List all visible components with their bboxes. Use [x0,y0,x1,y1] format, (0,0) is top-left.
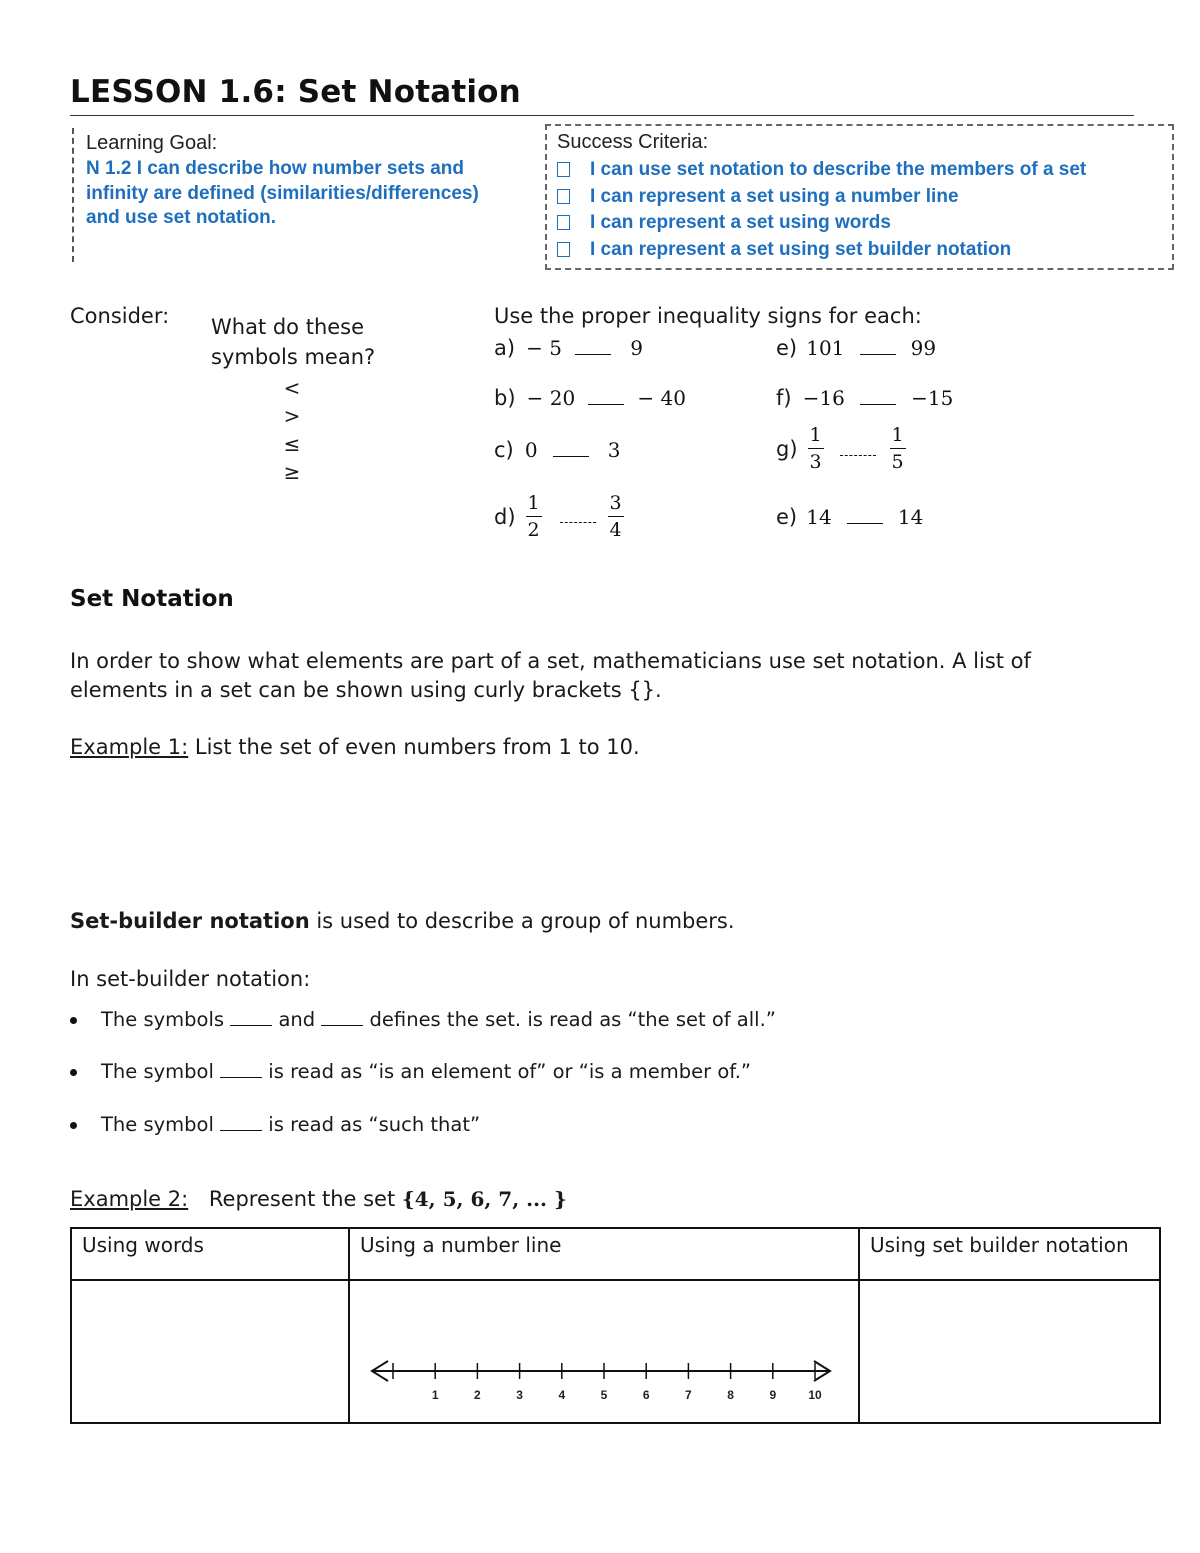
title-rule [70,115,1134,116]
answer-blank[interactable] [230,1025,272,1026]
bullet-icon [70,1122,77,1129]
number-line-label: 3 [516,1388,523,1402]
greater-equal-symbol: ≥ [283,460,301,484]
section-heading-set-notation: Set Notation [70,586,234,612]
set-builder-answer-cell[interactable] [859,1280,1160,1423]
bullet-icon [70,1069,77,1076]
greater-than-symbol: > [283,404,301,428]
checkbox-icon[interactable] [557,162,570,177]
number-line-label: 10 [808,1388,822,1402]
number-line-label: 8 [727,1388,734,1402]
number-line-label: 9 [769,1388,777,1402]
learning-goal-heading: Learning Goal: [86,132,218,154]
answer-blank[interactable] [847,523,883,524]
inequality-g: g) $\frac{1}{3}$ $\frac{1}{5}$ [776,424,904,473]
learning-goal-line: infinity are defined (similarities/differences) [86,182,479,204]
answer-blank[interactable] [860,404,896,405]
example-1-text: List the set of even numbers from 1 to 10. [188,735,640,759]
learning-goal-box [72,128,534,262]
col-number-line-header: Using a number line [349,1228,859,1280]
number-line-label: 5 [600,1388,608,1402]
bullet-item: The symbol is read as “such that” [70,1113,480,1136]
answer-blank[interactable] [560,522,596,523]
success-criteria-heading: Success Criteria: [557,131,709,153]
answer-blank[interactable] [220,1077,262,1078]
inequality-e2: e) 14 14 [776,505,924,529]
inequality-d: d) $\frac{1}{2}$ $\frac{3}{4}$ [494,492,622,541]
criteria-item: I can represent a set using a number line [557,184,1172,211]
col-set-builder-header: Using set builder notation [859,1228,1160,1280]
example-1 [70,733,1140,762]
inequality-f: f) −16 −15 [776,386,954,410]
words-answer-cell[interactable] [71,1280,349,1423]
criteria-item: I can use set notation to describe the members of a set [557,157,1172,184]
fraction: $\frac{1}{2}$ [527,492,540,541]
answer-blank[interactable] [553,456,589,457]
example-2-set: {4, 5, 6, 7, ... } [401,1187,567,1211]
answer-blank[interactable] [840,455,876,456]
fraction: $\frac{1}{5}$ [891,424,904,473]
page-title: LESSON 1.6: Set Notation [70,74,521,110]
learning-goal-text [86,157,534,231]
answer-blank[interactable] [575,354,611,355]
table-header-row [71,1228,1160,1280]
bullet-item: The symbol is read as “is an element of” or “is a member of.” [70,1060,751,1083]
inequality-c: c) 0 3 [494,438,621,462]
answer-blank[interactable] [220,1130,262,1131]
bullet-icon [70,1017,77,1024]
inequality-a: a) − 5 9 [494,336,643,360]
checkbox-icon[interactable] [557,242,570,257]
col-words-header: Using words [71,1228,349,1280]
number-line-cell[interactable] [349,1280,859,1423]
criteria-item: I can represent a set using words [557,210,1172,237]
answer-blank[interactable] [321,1025,363,1026]
set-builder-subintro: In set-builder notation: [70,967,311,991]
inequality-b: b) − 20 − 40 [494,386,686,410]
number-line-label: 1 [431,1388,439,1402]
checkbox-icon[interactable] [557,189,570,204]
checkbox-icon[interactable] [557,215,570,230]
number-line [366,1351,836,1411]
example-2: Example 2: Represent the set {4, 5, 6, 7, ... } [70,1187,567,1211]
answer-blank[interactable] [860,354,896,355]
number-line-label: 2 [474,1388,481,1402]
symbols-list [282,374,302,486]
less-than-symbol: < [283,376,301,400]
number-line-label: 6 [642,1388,650,1402]
number-line-label: 7 [685,1388,692,1402]
fraction: $\frac{3}{4}$ [609,492,622,541]
inequality-e: e) 101 99 [776,336,937,360]
success-criteria-box [545,124,1174,270]
fraction: $\frac{1}{3}$ [809,424,822,473]
bullet-item: The symbols and defines the set. is read as “the set of all.” [70,1008,776,1031]
consider-label: Consider: [70,304,170,328]
set-notation-paragraph: In order to show what elements are part of a set, mathematicians use set notation. A list of elements in a set can be shown using curly brackets {}. [70,649,1031,702]
learning-goal-line: and use set notation. [86,207,277,228]
inequality-instruction: Use the proper inequality signs for each: [494,304,922,328]
set-builder-intro: Set-builder notation is used to describe a group of numbers. [70,909,735,933]
table-body-row [71,1280,1160,1423]
consider-question: What do these symbols mean? [211,315,376,369]
example-1-label: Example 1: [70,735,189,759]
success-criteria-list [557,157,1172,263]
criteria-item: I can represent a set using set builder notation [557,237,1172,264]
learning-goal-line: N 1.2 I can describe how number sets and [86,158,465,179]
answer-blank[interactable] [588,404,624,405]
representation-table [70,1227,1161,1424]
less-equal-symbol: ≤ [283,432,301,456]
number-line-label: 4 [558,1388,566,1402]
example-2-label: Example 2: [70,1187,189,1211]
